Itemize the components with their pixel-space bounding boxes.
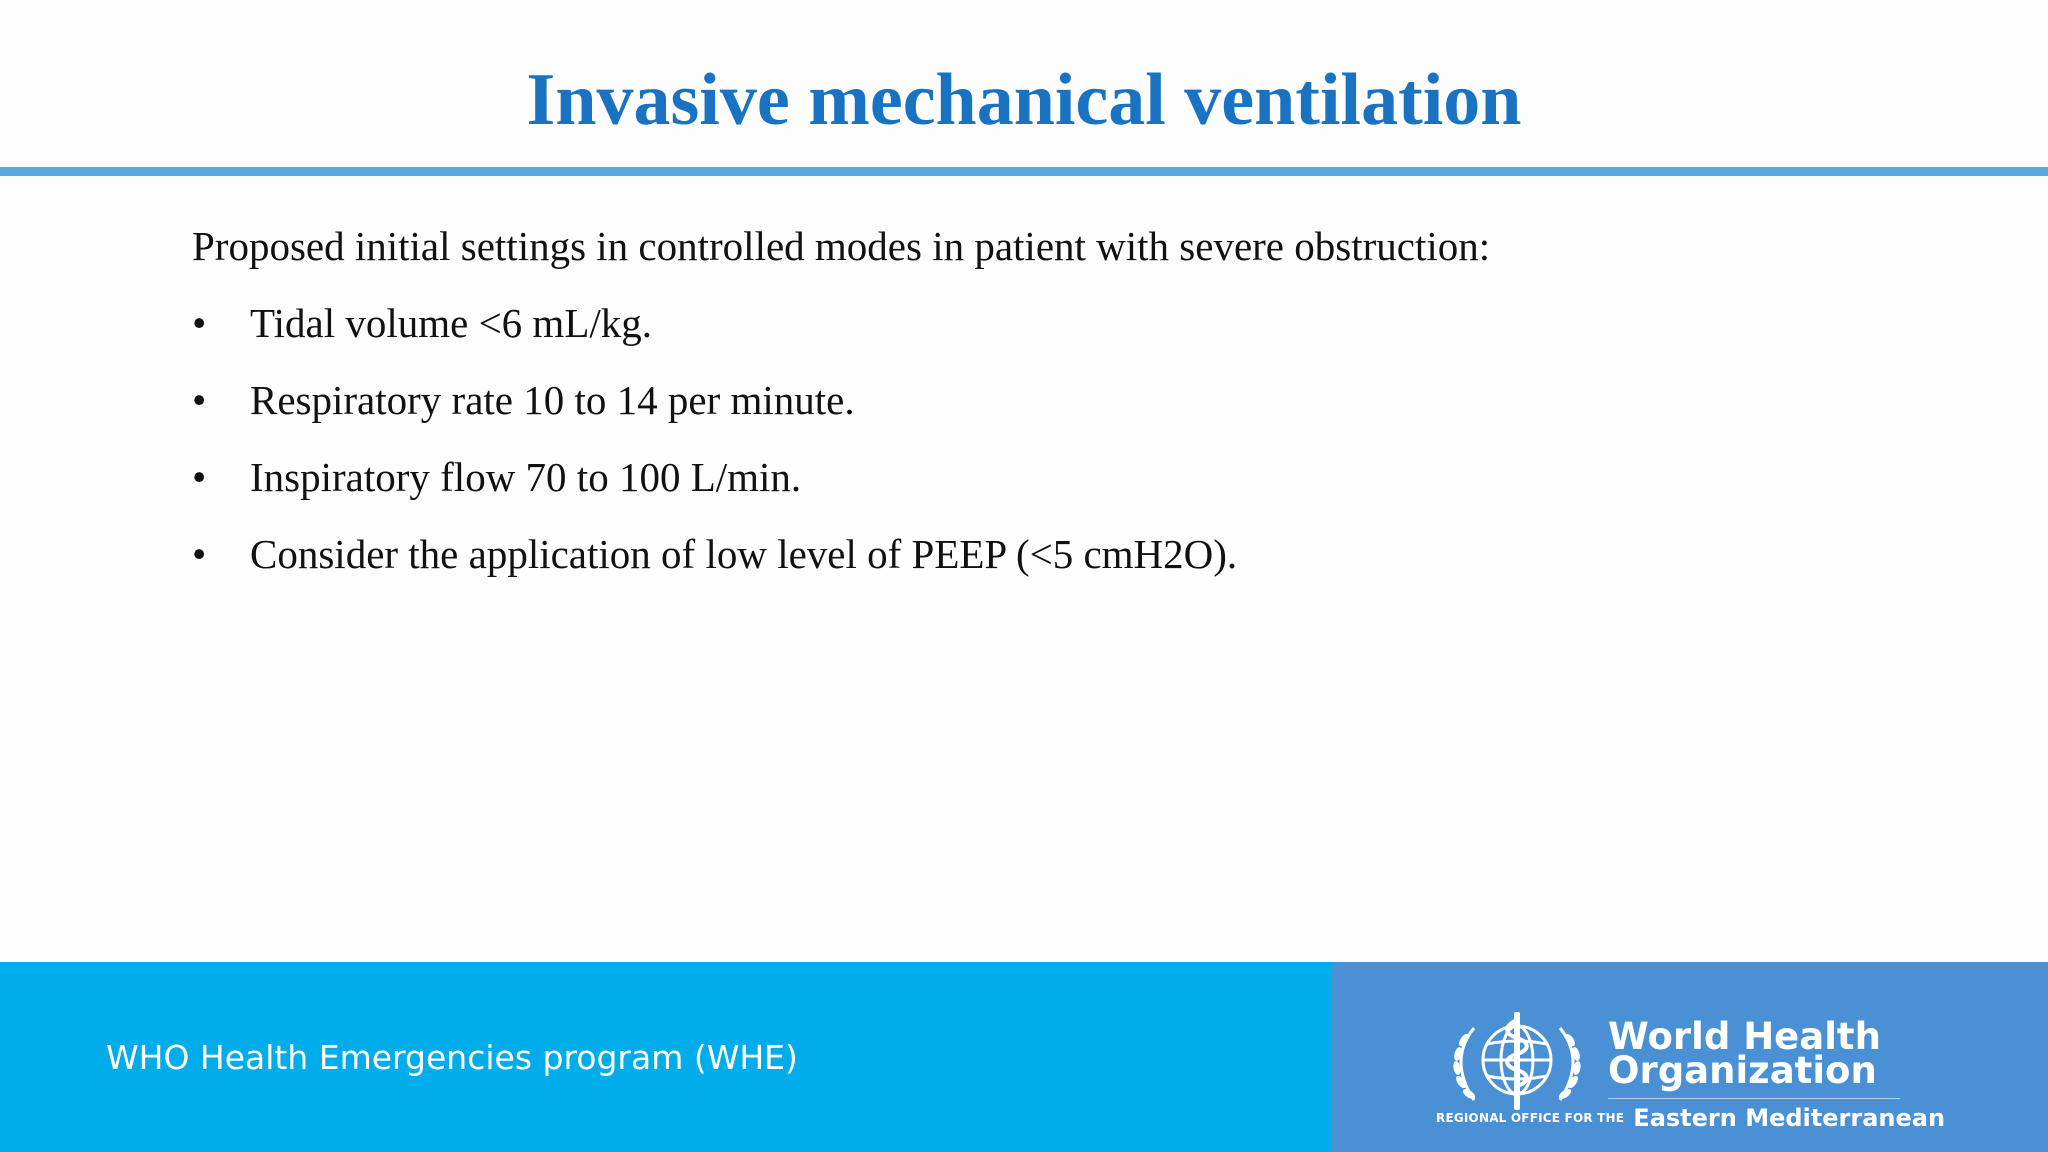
- who-emblem-icon: [1434, 1008, 1600, 1118]
- who-region-name: Eastern Mediterranean: [1633, 1104, 1946, 1132]
- footer-bar: [0, 962, 2048, 1152]
- bullet-item-peep: [192, 524, 1892, 601]
- who-logo-name-line1: World Health: [1608, 1015, 1881, 1058]
- bullet-item-tidal-volume: [192, 293, 1892, 370]
- intro-text: Proposed initial settings in controlled modes in patient with severe obstruction:: [192, 223, 1491, 269]
- bullet-text: Inspiratory flow 70 to 100 L/min.: [250, 454, 802, 500]
- slide-title: Invasive mechanical ventilation: [526, 59, 1522, 141]
- logo-divider: [1608, 1098, 1900, 1099]
- who-region-label: [1436, 1104, 1945, 1132]
- bullet-icon: •: [192, 454, 207, 500]
- who-region-prefix: REGIONAL OFFICE FOR THE: [1436, 1111, 1625, 1125]
- who-logo-name: [1608, 1015, 1881, 1092]
- slide-body: [192, 216, 1892, 601]
- bullet-text: Consider the application of low level of PEEP (<5 cmH2O).: [250, 531, 1238, 577]
- bullet-item-inspiratory-flow: [192, 447, 1892, 524]
- bullet-icon: •: [192, 377, 207, 423]
- program-name: WHO Health Emergencies program (WHE): [106, 1038, 798, 1077]
- bullet-item-respiratory-rate: [192, 370, 1892, 447]
- title-divider: [0, 167, 2048, 176]
- bullet-text: Respiratory rate 10 to 14 per minute.: [250, 377, 855, 423]
- bullet-text: Tidal volume <6 mL/kg.: [250, 300, 653, 346]
- bullet-icon: •: [192, 300, 207, 346]
- bullet-icon: •: [192, 531, 207, 577]
- who-logo-name-line2: Organization: [1608, 1049, 1877, 1092]
- bullet-list: [192, 293, 1892, 601]
